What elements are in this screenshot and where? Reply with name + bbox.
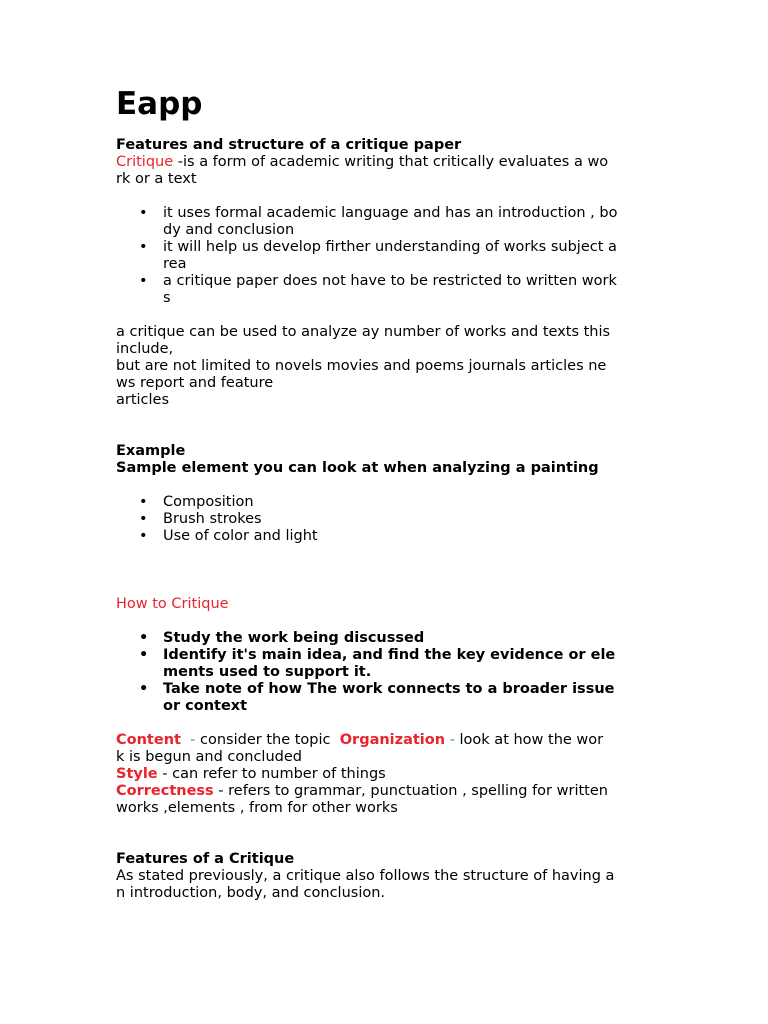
bullet-icon: • bbox=[139, 647, 149, 663]
features-heading: Features of a Critique bbox=[116, 851, 295, 867]
document-title: Eapp bbox=[116, 86, 203, 122]
critique-features-list bbox=[116, 205, 661, 307]
list-item: • Use of color and light bbox=[139, 528, 318, 544]
bullet-icon: • bbox=[139, 205, 148, 221]
bullet-icon: • bbox=[139, 630, 149, 646]
intro-heading: Features and structure of a critique paper bbox=[116, 137, 462, 153]
example-heading: Example bbox=[116, 443, 186, 459]
example-subheading: Sample element you can look at when analyzing a painting bbox=[116, 460, 599, 476]
list-item: • it uses formal academic language and has an introduction , bo dy and conclusion bbox=[139, 205, 618, 238]
critique-definition-line1: -is a form of academic writing that critically evaluates a wo bbox=[173, 154, 609, 170]
style-term: Style bbox=[116, 766, 158, 782]
critique-term: Critique bbox=[116, 154, 174, 170]
list-item: • Identify it's main idea, and find the key evidence or ele ments used to support it. bbox=[139, 647, 616, 680]
critique-definition bbox=[116, 154, 661, 171]
bullet-icon: • bbox=[139, 494, 148, 510]
critique-criteria: Content - consider the topic Organization - look at how the wor k is begun and concluded Style - can refer to number of things Correctness - refers to grammar, punctuation , spelling for written works ,elements , from for other works bbox=[116, 732, 608, 816]
correctness-term: Correctness bbox=[116, 783, 214, 799]
list-item: • Brush strokes bbox=[139, 511, 262, 527]
bullet-icon: • bbox=[139, 681, 149, 697]
organization-term: Organization bbox=[339, 732, 446, 748]
critique-scope-paragraph: a critique can be used to analyze ay number of works and texts this include, but are not limited to novels movies and poems journals articles ne ws report and feature articles bbox=[116, 324, 611, 408]
list-item: • Take note of how The work connects to a broader issue or context bbox=[139, 681, 615, 714]
content-term: Content bbox=[116, 732, 181, 748]
painting-elements-list bbox=[116, 494, 661, 545]
critique-definition-line2: rk or a text bbox=[116, 171, 197, 187]
bullet-icon: • bbox=[139, 273, 148, 289]
how-to-critique-list bbox=[116, 630, 661, 715]
bullet-icon: • bbox=[139, 528, 148, 544]
list-item: • a critique paper does not have to be restricted to written work s bbox=[139, 273, 617, 306]
list-item: • Composition bbox=[139, 494, 254, 510]
bullet-icon: • bbox=[139, 511, 148, 527]
list-item: • Study the work being discussed bbox=[139, 630, 425, 646]
list-item: • it will help us develop firther understanding of works subject a rea bbox=[139, 239, 617, 272]
bullet-icon: • bbox=[139, 239, 148, 255]
how-to-critique-heading: How to Critique bbox=[116, 596, 229, 612]
document-body: Features and structure of a critique paper Critique -is a form of academic writing that critically evaluates a wo rk or a text • it uses formal academic language and has an introduction , bo dy and conclusion • it will help us develop firther understanding of works subject a rea • a critique paper does not have to be restricted to written work s a critique can be used to analyze ay number of works and texts this include, but are not limited to novels movies and poems journals articles ne ws report and feature articles Example Sample element you can look at when analyzing a painting • Composition • Brush strokes • Use of color and light How to Critique • Study the work being discussed • Identify it's main idea, and find the key evidence or ele ments used to support it. • Take note of how The work connects to a broader issue or context Content - consider the topic Organization - look at how the wor k is begun and concluded Style - can refer to number of things Correctness - refers to grammar, punctuation , spelling for written works ,elements , from for other works Features of a Critique As stated previously, a critique also follows the structure of having a n introduction, body, and conclusion. bbox=[116, 137, 661, 902]
